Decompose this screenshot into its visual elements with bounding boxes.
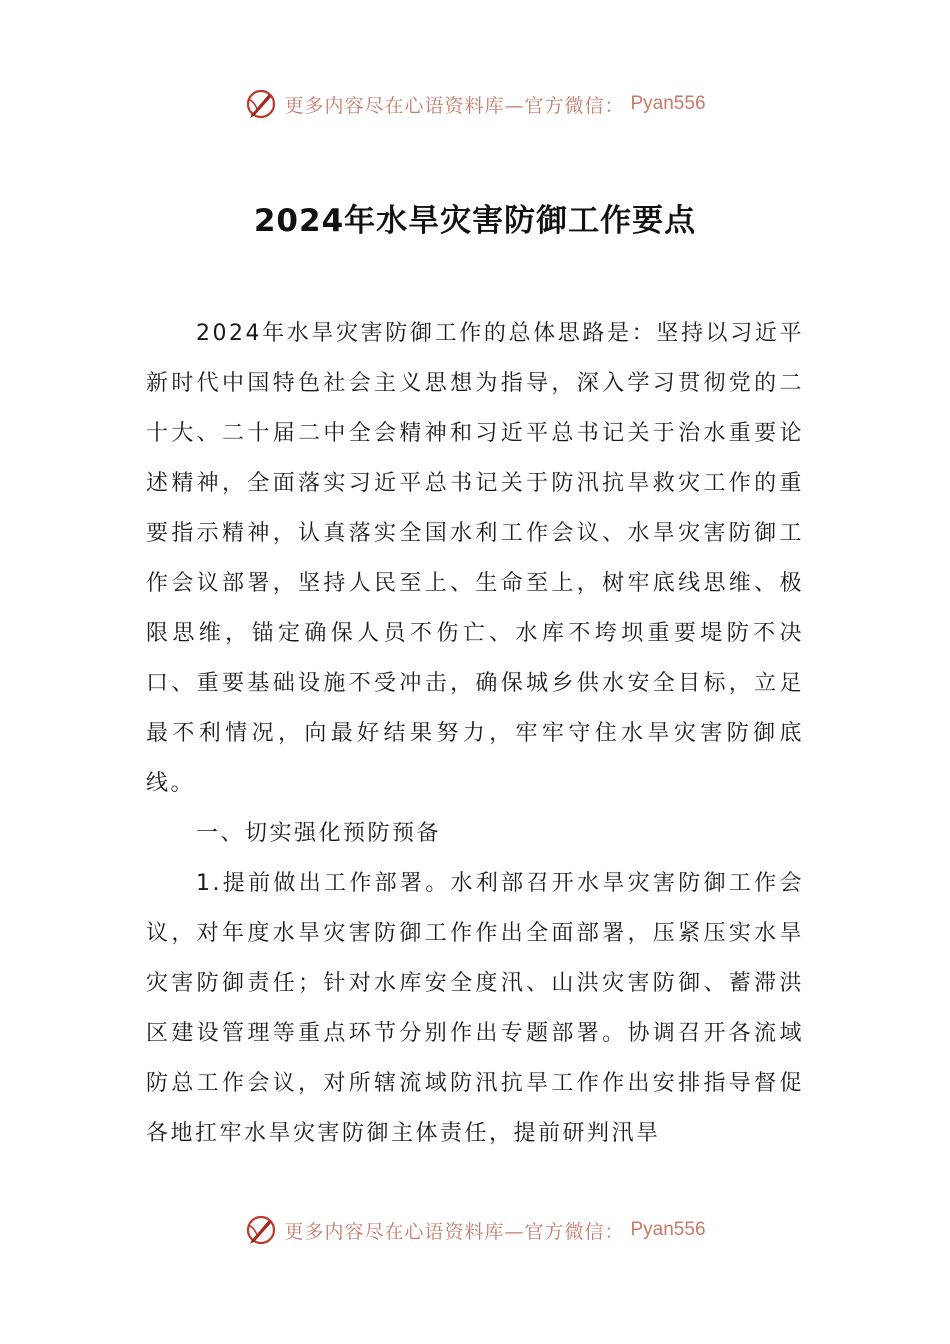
- watermark-text: 更多内容尽在心语资料库—官方微信：: [284, 94, 625, 117]
- document-body: [146, 309, 804, 1159]
- document-title: 2024年水旱灾害防御工作要点: [253, 202, 697, 239]
- watermark-text: 更多内容尽在心语资料库—官方微信：: [284, 1220, 625, 1243]
- paragraph-item-1: 1.提前做出工作部署。水利部召开水旱灾害防御工作会议，对年度水旱灾害防御工作作出全面部署，压紧压实水旱灾害防御责任；针对水库安全度汛、山洪灾害防御、蓄滞洪区建设管理等重点环节分别作出专题部署。协调召开各流域防总工作会议，对所辖流域防汛抗旱工作作出安排指导督促各地扛牢水旱灾害防御主体责任，提前研判汛旱: [146, 871, 804, 1146]
- quill-pen-icon: [244, 1213, 278, 1247]
- section-heading-1: 一、切实强化预防预备: [196, 821, 442, 846]
- watermark-wechat-id: Pyan556: [630, 93, 706, 114]
- quill-pen-icon: [244, 87, 278, 121]
- watermark-wechat-id: Pyan556: [630, 1219, 706, 1240]
- footer-watermark: [0, 1210, 950, 1250]
- paragraph-overview: 2024年水旱灾害防御工作的总体思路是：坚持以习近平新时代中国特色社会主义思想为指导，深入学习贯彻党的二十大、二十届二中全会精神和习近平总书记关于治水重要论述精神，全面落实习近平总书记关于防汛抗旱救灾工作的重要指示精神，认真落实全国水利工作会议、水旱灾害防御工作会议部署，坚持人民至上、生命至上，树牢底线思维、极限思维，锚定确保人员不伤亡、水库不垮坝重要堤防不决口、重要基础设施不受冲击，确保城乡供水安全目标，立足最不利情况，向最好结果努力，牢牢守住水旱灾害防御底线。: [146, 321, 804, 796]
- header-watermark: [0, 84, 950, 124]
